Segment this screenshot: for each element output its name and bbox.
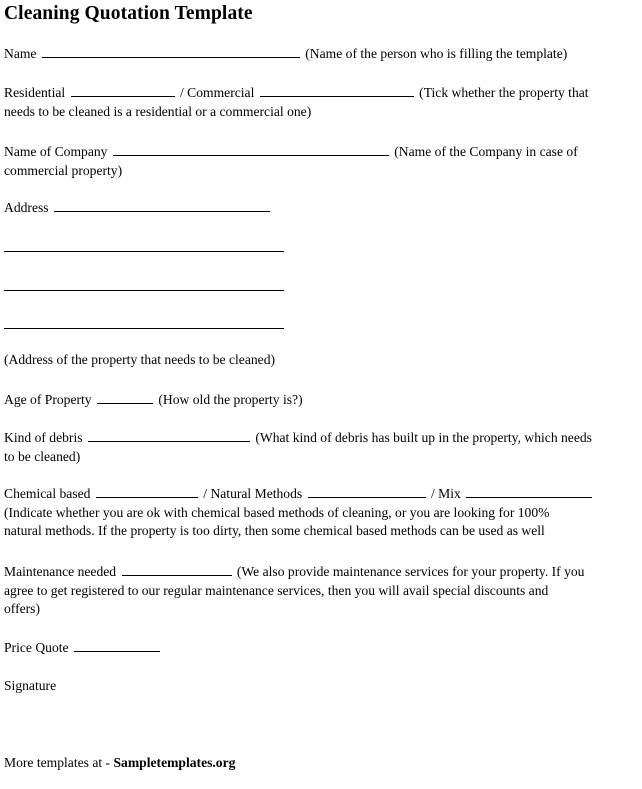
debris-label: Kind of debris [4, 430, 83, 445]
company-field-row [4, 143, 634, 180]
signature-row [4, 677, 634, 696]
name-field-row [4, 45, 634, 64]
property-type-row [4, 84, 634, 121]
methods-hint-2: natural methods. If the property is too dirty, then some chemical based methods can be used as well [4, 523, 545, 539]
price-blank[interactable] [74, 639, 160, 652]
debris-field-row [4, 429, 634, 466]
footer-site-link[interactable]: Sampletemplates.org [113, 755, 236, 770]
methods-field-row [4, 485, 634, 541]
company-label: Name of Company [4, 144, 108, 159]
document-title: Cleaning Quotation Template [4, 3, 253, 24]
address-label: Address [4, 200, 49, 215]
company-blank[interactable] [113, 143, 389, 156]
debris-hint-2: to be cleaned) [4, 448, 81, 464]
mix-blank[interactable] [466, 485, 592, 498]
natural-label: / Natural Methods [203, 486, 303, 501]
chemical-label: Chemical based [4, 486, 91, 501]
property-type-hint-1: (Tick whether the property that [419, 85, 589, 100]
address-blank[interactable] [54, 199, 270, 212]
chemical-blank[interactable] [96, 485, 198, 498]
maintenance-field-row [4, 563, 634, 619]
price-field-row [4, 639, 634, 658]
address-blank-line-2[interactable] [4, 251, 284, 252]
debris-hint-1: (What kind of debris has built up in the property, which needs [255, 430, 592, 445]
company-hint-2: commercial property) [4, 162, 123, 178]
name-blank[interactable] [42, 45, 300, 58]
commercial-label: / Commercial [179, 85, 255, 100]
age-field-row [4, 391, 634, 410]
address-blank-line-4[interactable] [4, 328, 284, 329]
name-hint: (Name of the person who is filling the template) [305, 46, 568, 61]
commercial-blank[interactable] [260, 84, 414, 97]
address-field-row [4, 199, 634, 218]
address-hint-row [4, 351, 634, 370]
company-hint-1: (Name of the Company in case of [394, 144, 578, 159]
age-label: Age of Property [4, 392, 92, 407]
debris-blank[interactable] [88, 429, 250, 442]
age-blank[interactable] [97, 391, 153, 404]
maintenance-blank[interactable] [122, 563, 232, 576]
mix-label: / Mix [431, 486, 461, 501]
maintenance-hint-2: agree to get registered to our regular maintenance services, then you will avail special discounts and [4, 582, 549, 598]
property-type-hint-2: needs to be cleaned is a residential or a commercial one) [4, 103, 312, 119]
residential-label: Residential [4, 85, 66, 100]
maintenance-hint-1: (We also provide maintenance services for your property. If you [236, 564, 585, 579]
address-hint: (Address of the property that needs to be cleaned) [4, 352, 276, 367]
footer [4, 754, 634, 773]
methods-hint-1: (Indicate whether you are ok with chemical based methods of cleaning, or you are looking for 100% [4, 504, 550, 520]
maintenance-label: Maintenance needed [4, 564, 117, 579]
age-hint: (How old the property is?) [158, 392, 303, 407]
name-label: Name [4, 46, 37, 61]
residential-blank[interactable] [71, 84, 175, 97]
natural-blank[interactable] [308, 485, 426, 498]
footer-prefix: More templates at - [4, 755, 111, 770]
maintenance-hint-3: offers) [4, 601, 40, 617]
price-label: Price Quote [4, 640, 69, 655]
address-blank-line-3[interactable] [4, 290, 284, 291]
signature-label: Signature [4, 678, 57, 693]
